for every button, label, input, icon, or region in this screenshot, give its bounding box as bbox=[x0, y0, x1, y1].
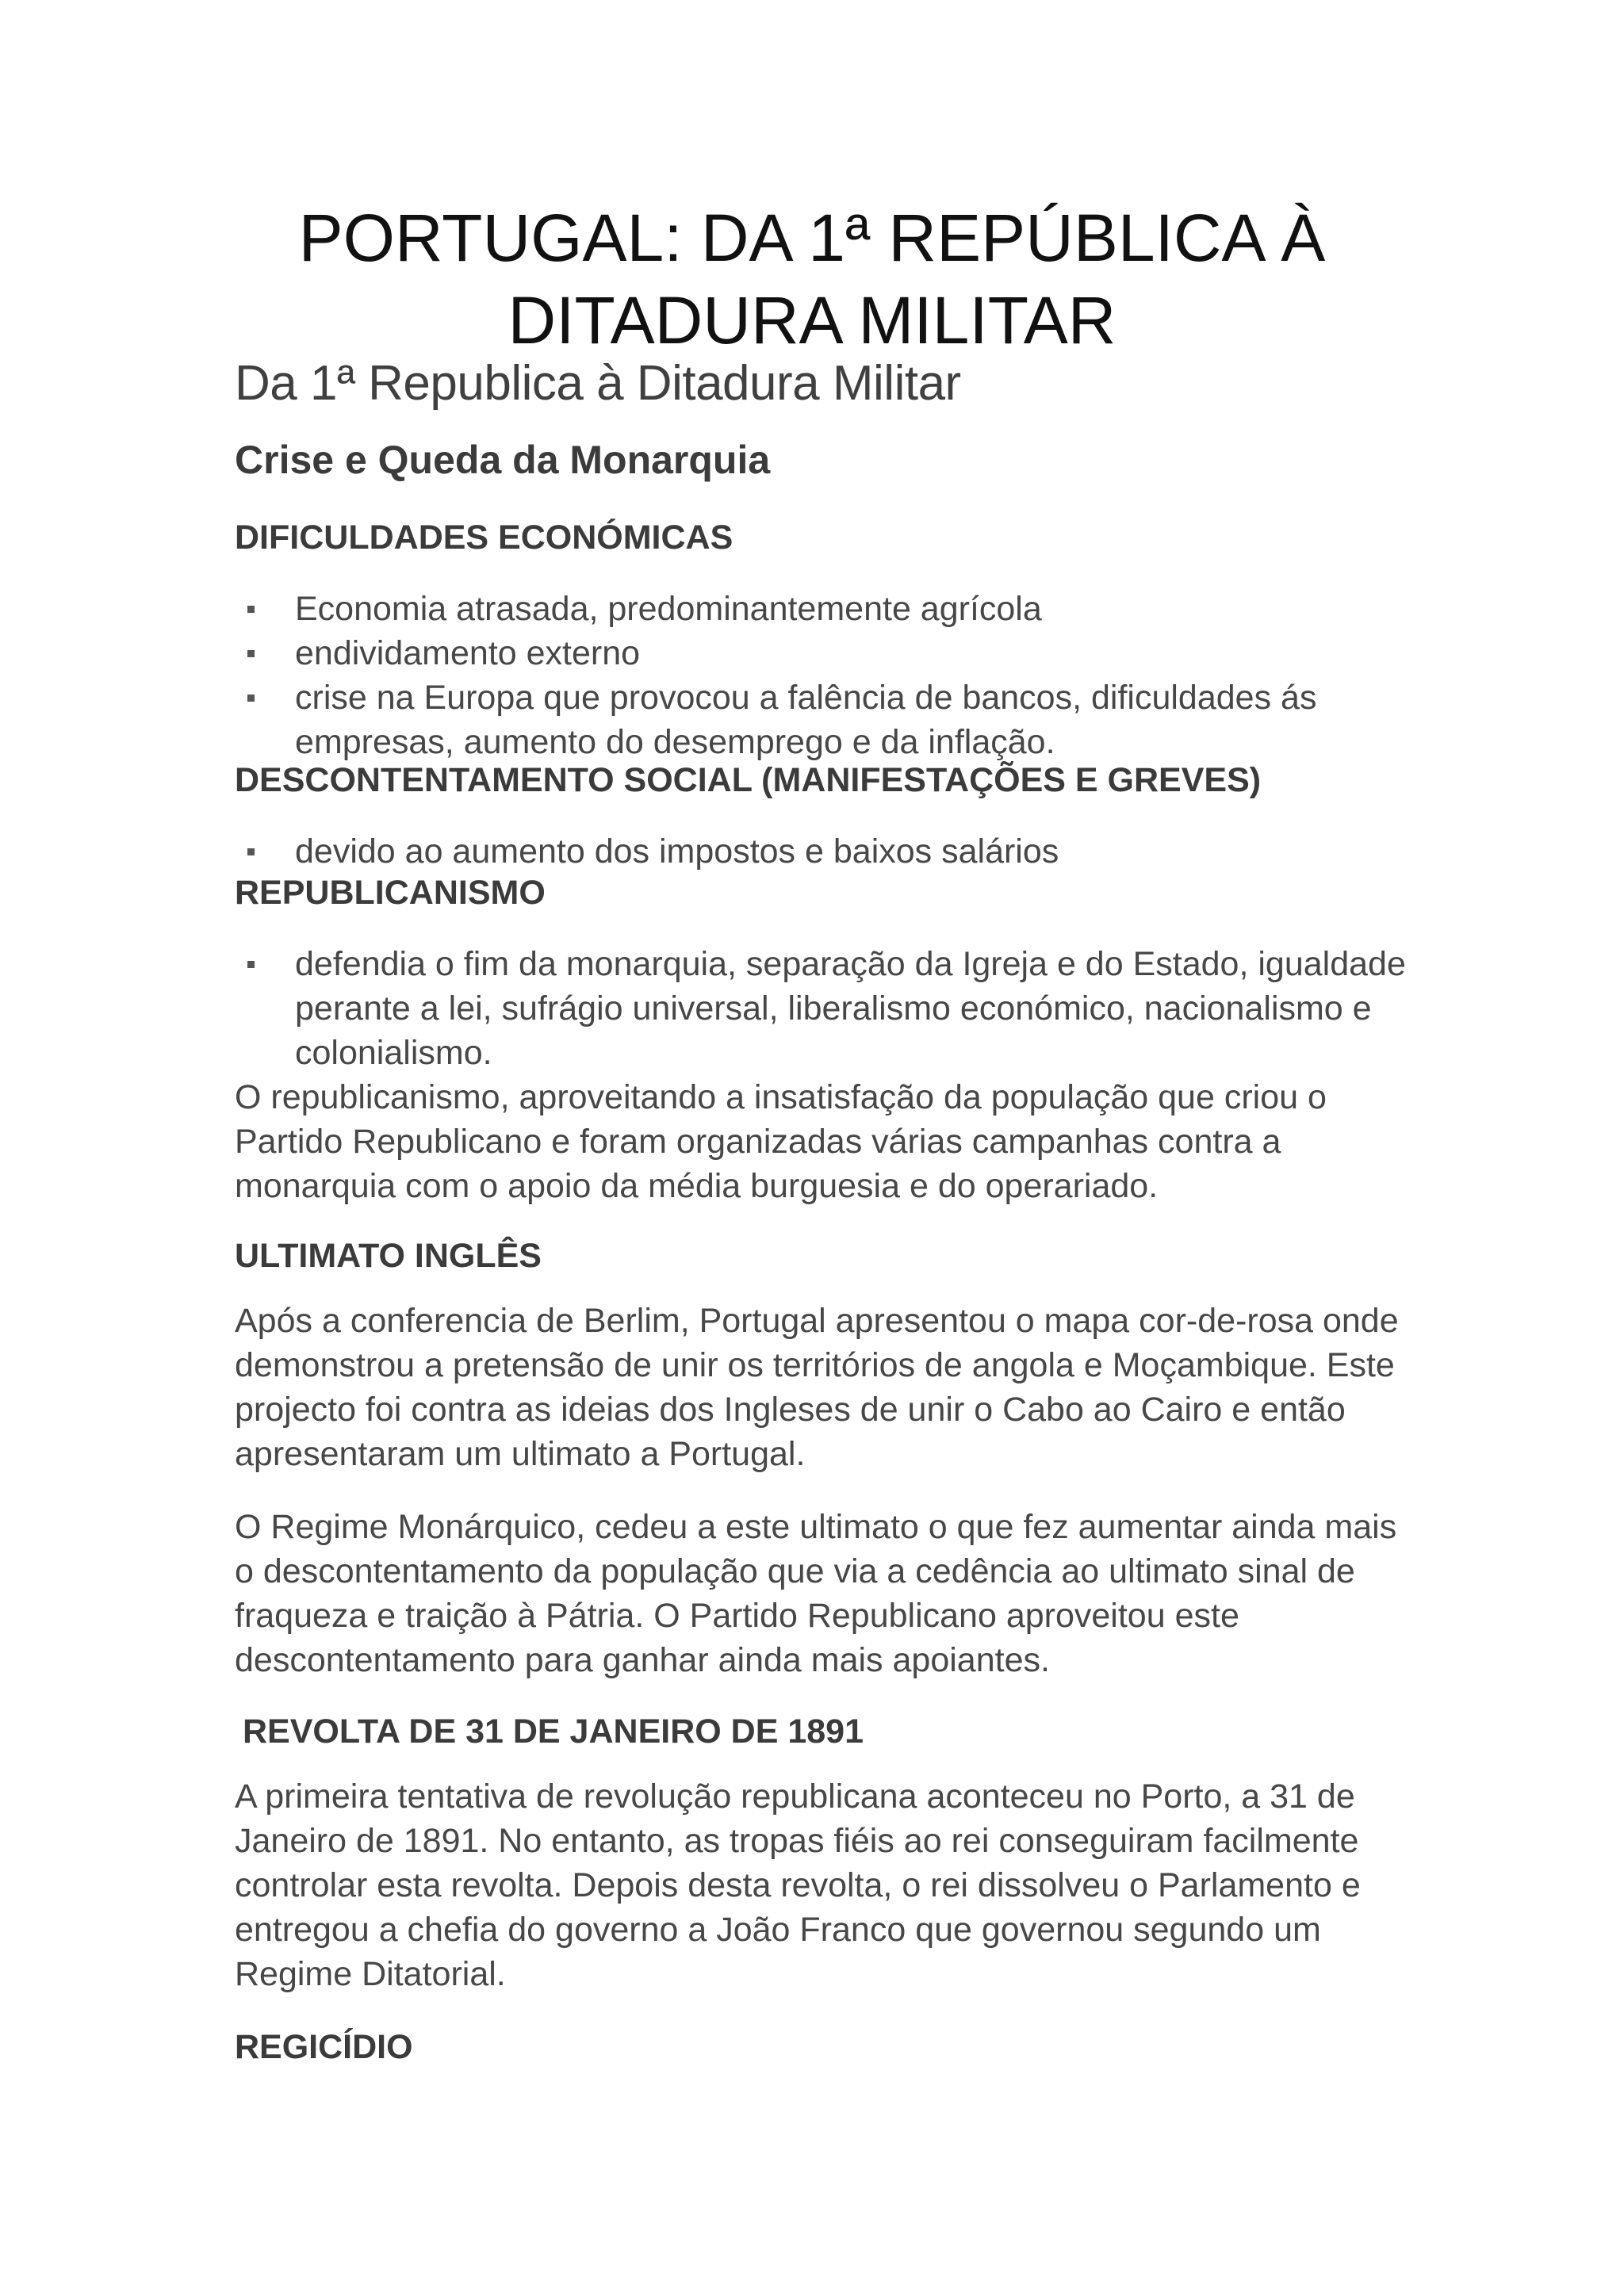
list-item: Economia atrasada, predominantemente agrícola bbox=[235, 587, 1424, 631]
list-item: devido ao aumento dos impostos e baixos salários bbox=[235, 829, 1424, 874]
bullet-icon bbox=[247, 695, 255, 702]
bullet-icon bbox=[247, 650, 255, 657]
list-item: endividamento externo bbox=[235, 631, 1424, 675]
heading-descontentamento: DESCONTENTAMENTO SOCIAL (MANIFESTAÇÕES E GREVES) bbox=[235, 761, 1262, 799]
paragraph-ultimato-2: O Regime Monárquico, cedeu a este ultimato o que fez aumentar ainda mais o descontentamento da população que via a cedência ao ultimato sinal de fraqueza e traição à Pátria. O Partido Republicano aproveitou este descontentamento para ganhar ainda mais apoiantes. bbox=[235, 1508, 1397, 1679]
document-title: PORTUGAL: DA 1ª REPÚBLICA À DITADURA MILITAR bbox=[298, 201, 1326, 358]
heading-revolta: REVOLTA DE 31 DE JANEIRO DE 1891 bbox=[243, 1712, 864, 1751]
bullet-icon bbox=[247, 606, 255, 613]
list-item: defendia o fim da monarquia, separação da Igreja e do Estado, igualdade perante a lei, sufrágio universal, liberalismo económico, nacionalismo e colonialismo. bbox=[235, 942, 1437, 1075]
paragraph-republicanismo: O republicanismo, aproveitando a insatisfação da população que criou o Partido Republicano e foram organizadas várias campanhas contra a monarquia com o apoio da média burguesia e do operariado. bbox=[235, 1078, 1327, 1205]
list-item: crise na Europa que provocou a falência de bancos, dificuldades ás empresas, aumento do desemprego e da inflação. bbox=[235, 675, 1421, 764]
list-dificuldades bbox=[235, 587, 1424, 764]
heading-ultimato: ULTIMATO INGLÊS bbox=[235, 1237, 542, 1275]
section-heading: Crise e Queda da Monarquia bbox=[235, 438, 771, 482]
list-republicanismo bbox=[235, 942, 1424, 1075]
bullet-icon bbox=[247, 848, 255, 855]
heading-republicanismo: REPUBLICANISMO bbox=[235, 874, 546, 912]
paragraph-revolta: A primeira tentativa de revolução republicana aconteceu no Porto, a 31 de Janeiro de 1891. No entanto, as tropas fiéis ao rei conseguiram facilmente controlar esta revolta. Depois desta revolta, o rei dissolveu o Parlamento e entregou a chefia do governo a João Franco que governou segundo um Regime Ditatorial. bbox=[235, 1777, 1361, 1993]
document-subtitle: Da 1ª Republica à Ditadura Militar bbox=[235, 356, 961, 411]
paragraph-ultimato-1: Após a conferencia de Berlim, Portugal apresentou o mapa cor-de-rosa onde demonstrou a pretensão de unir os territórios de angola e Moçambique. Este projecto foi contra as ideias dos Ingleses de unir o Cabo ao Cairo e então apresentaram um ultimato a Portugal. bbox=[235, 1302, 1399, 1473]
heading-dificuldades: DIFICULDADES ECONÓMICAS bbox=[235, 519, 733, 557]
heading-regicidio: REGICÍDIO bbox=[235, 2028, 413, 2066]
bullet-icon bbox=[247, 961, 255, 968]
list-descontentamento bbox=[235, 829, 1424, 874]
